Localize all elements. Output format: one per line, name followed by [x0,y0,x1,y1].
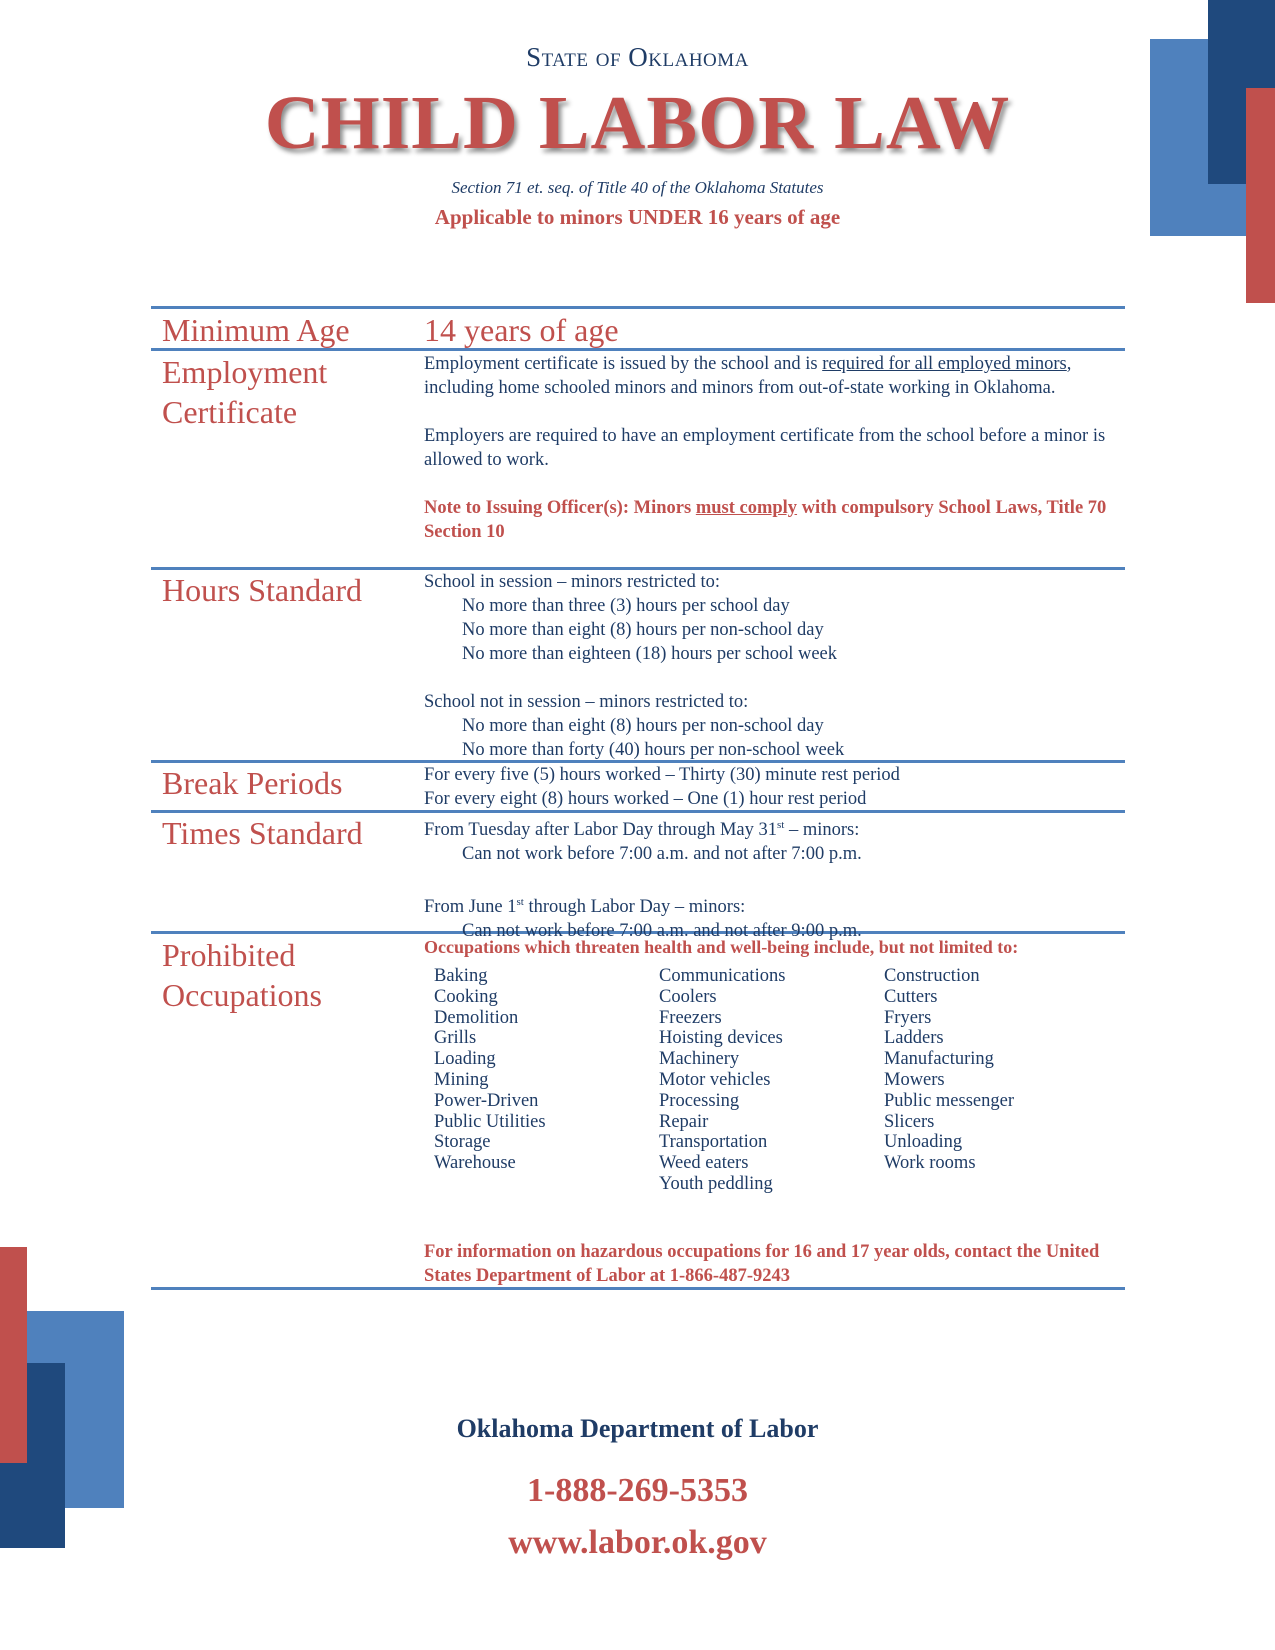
occupation-column-2 [659,966,884,1195]
occupation-item: Ladders [884,1028,944,1049]
in-session-item: No more than eighteen (18) hours per school week [462,644,838,664]
occupation-item: Fryers [884,1007,932,1028]
occupation-item: Freezers [659,1007,722,1028]
break-period-line: For every five (5) hours worked – Thirty (30) minute rest period [424,765,900,785]
rule-top [151,306,1125,309]
occupation-item: Slicers [884,1111,935,1132]
occupation-item: Demolition [434,1007,519,1028]
times-standard-label: Times Standard [162,815,363,851]
hours-standard-body [424,570,1124,762]
school-year-period: From Tuesday after Labor Day through May 31st – minors: [424,819,860,841]
occupation-columns [434,966,1124,1195]
occupation-column-3 [884,966,1109,1195]
occupation-item: Cutters [884,986,938,1007]
occupation-item: Weed eaters [659,1153,749,1174]
employment-certificate-label-line2: Certificate [162,394,298,430]
state-heading: State of Oklahoma [526,42,749,72]
occupation-item: Manufacturing [884,1049,994,1070]
minimum-age-label: Minimum Age [162,312,350,348]
occupation-item: Public Utilities [434,1111,546,1132]
break-periods-label: Break Periods [162,765,343,801]
break-period-line: For every eight (8) hours worked – One (1) hour rest period [424,789,867,809]
not-in-session-item: No more than eight (8) hours per non-school day [462,716,824,736]
in-session-heading: School in session – minors restricted to: [424,572,720,592]
times-standard-body [424,813,1124,943]
occupation-item: Loading [434,1049,496,1070]
applicability-note: Applicable to minors UNDER 16 years of age [434,205,841,229]
occupation-item: Hoisting devices [659,1028,783,1049]
occupation-item: Mowers [884,1069,945,1090]
occupation-item: Mining [434,1069,489,1090]
agency-name: Oklahoma Department of Labor [456,1414,819,1443]
occupation-item: Machinery [659,1049,740,1070]
phone-number: 1-888-269-5353 [527,1472,748,1509]
break-periods-body [424,763,1124,811]
employment-certificate-paragraph-2: Employers are required to have an employment certificate from the school before a minor is allowed to work. [424,426,1106,470]
employment-certificate-body [424,352,1124,544]
occupation-item: Work rooms [884,1153,976,1174]
occupation-item: Baking [434,966,488,986]
summer-period: From June 1st through Labor Day – minors: [424,896,746,918]
minimum-age-value: 14 years of age [424,312,619,348]
occupation-item: Youth peddling [659,1173,773,1194]
prohibited-label-line2: Occupations [162,977,322,1013]
page-title: CHILD LABOR LAW [264,81,1011,165]
occupation-item: Grills [434,1028,477,1049]
employment-certificate-label-line1: Employment [162,354,328,390]
occupation-item: Warehouse [434,1153,516,1174]
employment-certificate-paragraph-1: Employment certificate is issued by the school and is required for all employed minors, including home schooled minors and minors from out-of-state working in Oklahoma. [424,354,1072,398]
issuing-officer-note: Note to Issuing Officer(s): Minors must comply with compulsory School Laws, Title 70 Section 10 [424,498,1107,542]
occupation-item: Motor vehicles [659,1069,771,1090]
not-in-session-item: No more than forty (40) hours per non-school week [462,740,845,760]
occupation-item: Construction [884,966,980,986]
occupation-item: Unloading [884,1132,963,1153]
occupation-item: Repair [659,1111,709,1132]
website-link[interactable]: www.labor.ok.gov [508,1524,767,1561]
summer-hours: Can not work before 7:00 a.m. and not after 9:00 p.m. [462,921,862,942]
prohibited-label-line1: Prohibited [162,937,296,973]
prohibited-occupations-label [162,935,412,1015]
not-in-session-heading: School not in session – minors restricted to: [424,692,749,712]
occupation-item: Public messenger [884,1090,1014,1111]
occupation-item: Power-Driven [434,1090,539,1111]
occupation-column-1 [434,966,659,1195]
employment-certificate-label [162,352,412,432]
prohibited-heading: Occupations which threaten health and well-being include, but not limited to: [424,937,1019,957]
occupation-item: Communications [659,966,786,986]
hours-standard-label: Hours Standard [162,572,362,608]
occupation-item: Storage [434,1132,491,1153]
in-session-item: No more than eight (8) hours per non-school day [462,620,824,640]
required-underline-text: required for all employed minors [822,354,1067,374]
school-year-hours: Can not work before 7:00 a.m. and not after 7:00 p.m. [462,844,862,865]
must-comply-underline-text: must comply [695,498,798,518]
occupation-item: Coolers [659,986,717,1007]
statute-reference: Section 71 et. seq. of Title 40 of the Oklahoma Statutes [451,178,824,197]
occupation-item: Cooking [434,986,498,1007]
occupation-item: Transportation [659,1132,768,1153]
in-session-item: No more than three (3) hours per school day [462,596,790,616]
hazardous-occupations-note: For information on hazardous occupations for 16 and 17 year olds, contact the United States Department of Labor at 1-866-487-9243 [424,1242,1100,1286]
occupation-item: Processing [659,1090,740,1111]
